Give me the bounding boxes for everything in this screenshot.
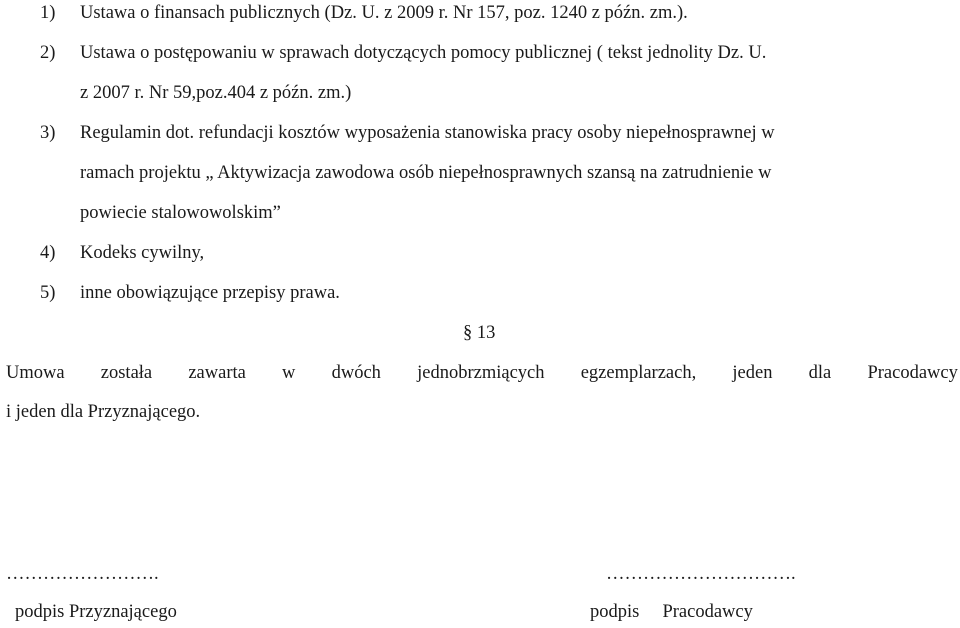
closing-paragraph-line-1 [6,362,958,384]
list-item-2-text-line-1: Ustawa o postępowaniu w sprawach dotyczących pomocy publicznej ( tekst jednolity Dz. U. [80,43,767,63]
list-item-4-text: Kodeks cywilny, [80,243,205,263]
closing-word: Pracodawcy [867,363,958,383]
closing-word: jednobrzmiących [417,363,545,383]
closing-word: Umowa [6,363,65,383]
closing-word: egzemplarzach, [580,363,697,383]
list-item-4-number: 4) [40,243,56,263]
list-item-3-text-line-1: Regulamin dot. refundacji kosztów wyposażenia stanowiska pracy osoby niepełnosprawnej w [80,123,775,143]
signature-label-pracodawca: podpis Pracodawcy [590,602,753,622]
closing-word: dwóch [331,363,381,383]
list-item-5-number: 5) [40,283,56,303]
closing-word: dla [808,363,832,383]
list-item-1-number: 1) [40,3,56,23]
signature-line-przyznajacy: ……………………. [6,564,159,584]
list-item-3-number: 3) [40,123,56,143]
list-item-1-text: Ustawa o finansach publicznych (Dz. U. z 2009 r. Nr 157, poz. 1240 z późn. zm.). [80,3,688,23]
list-item-3-text-line-2: ramach projektu „ Aktywizacja zawodowa osób niepełnosprawnych szansą na zatrudnienie w [80,163,772,183]
list-item-2-text-line-2: z 2007 r. Nr 59,poz.404 z późn. zm.) [80,83,352,103]
list-item-5-text: inne obowiązujące przepisy prawa. [80,283,340,303]
list-item-3-text-line-3: powiecie stalowowolskim” [80,203,281,223]
signature-line-pracodawca: …………………………. [606,564,796,584]
section-heading: § 13 [463,323,496,343]
closing-word: została [100,363,153,383]
signature-label-przyznajacy: podpis Przyznającego [15,602,177,622]
closing-paragraph-line-2: i jeden dla Przyznającego. [6,402,201,422]
closing-word: zawarta [188,363,246,383]
closing-word: w [282,363,296,383]
list-item-2-number: 2) [40,43,56,63]
closing-word: jeden [732,363,773,383]
